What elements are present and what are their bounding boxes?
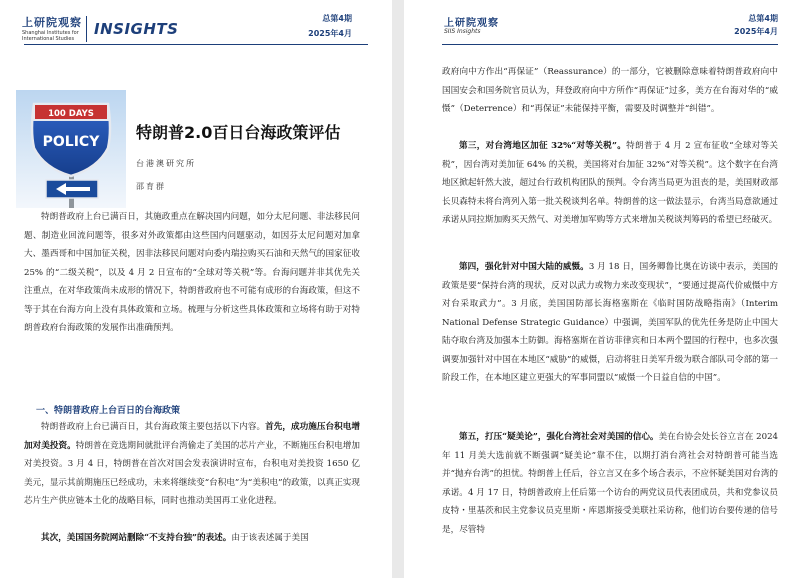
fourth-point-paragraph [442, 258, 778, 388]
p2-header-rule [442, 44, 778, 45]
header-separator [86, 16, 87, 42]
section1-p1-bold: 首先，成功施压台积电增加对美投资。 [24, 422, 360, 451]
third-point-bold: 第三，对台湾地区加征 32%“对等关税”。 [459, 141, 627, 151]
p2-header-issue: 总第4期 [748, 14, 778, 23]
p2-header-org-name: 上研院观察 [444, 18, 499, 29]
header-brand: INSIGHTS [94, 20, 179, 38]
author-name: 邵育群 [136, 182, 166, 191]
p2-continuation-paragraph: 政府向中方作出“再保证”（Reassurance）的一部分，它被删除意味着特朗普政府向中国国安会和国务院官员认为，拜登政府向中方所作“再保证”过多，美方在台海对华的“威慑”（Deterrence）和“再保证”未能保持平衡，需要及时调整并“纠错”。 [442, 67, 778, 114]
p2-header-brand: SIIS Insights [444, 28, 481, 35]
fourth-point-text: 3 月 18 日，国务卿鲁比奥在访谈中表示，美国的政策是要“保持台湾的现状，反对以武力或物力来改变现状”，“要通过提高代价威慑中方对台采取武力”。3 月底，美国国防部长海格塞斯在《临时国防战略指南》（Interim National Defense Strategic Guidance）中强调，美国军队的优先任务是防止中国大陆夺取台湾及加强本土防御。海格塞斯在首访菲律宾和日本两个盟国的行程中，也多次强调要加强针对中国在本地区“威胁”的威慑，启动将驻日美军升级为联合部队司令部的第一阶段工作，在本地区建立更强大的军事同盟以“威慑一个日益自信的中国”。 [442, 262, 778, 383]
third-point-paragraph [442, 137, 778, 230]
header-org-sub-1: Shanghai Institutes for [22, 30, 79, 36]
third-point-text: 特朗普于 4 月 2 宣布征收“全球对等关税”，因台湾对美加征 64% 的关税，美国将对台加征 32%“对等关税”。这个数字在台湾地区掀起轩然大波，超过台行政机构团队的预判。令台湾当局更为沮丧的是，美国财政部长贝森特未将台湾列入第一批关税谈判名单。特朗普的这一做法显示，台湾当局意欲通过承诺从同拉斯加购买天然气、对美增加军购等方式来增加关税谈判筹码的希望已经破灭。 [442, 141, 778, 225]
document-page-left [0, 0, 392, 578]
section1-p2-text: 由于该表述属于美国 [231, 533, 309, 543]
fourth-point-bold: 第四，强化针对中国大陆的威慑。 [459, 262, 589, 272]
sign-top-text: 100 DAYS [48, 109, 94, 119]
section1-p1-text-b: 特朗普在竞选期间就批评台湾偷走了美国的芯片产业，不断施压台积电增加对美投资。3 月 4 日，特朗普在首次对国会发表演讲时宣布，台积电对美投资 1650 亿美元，显示其前期施压已经成功，未来将继续变“台积电”为“美积电”的政策，以真正实现芯片生产供应链本土化的战略目标，同时也推动美国再工业化进程。 [24, 440, 360, 506]
p2-header-date: 2025年4月 [734, 27, 778, 36]
header-org-name: 上研院观察 [22, 16, 82, 29]
section1-paragraph1 [24, 418, 360, 511]
document-page-right [404, 0, 800, 578]
section1-p2-bold: 其次，美国国务院网站删除“不支持台独”的表述。 [41, 533, 232, 543]
header-org-sub-2: International Studies [22, 36, 75, 42]
author-org: 台港澳研究所 [136, 159, 196, 168]
header-issue: 总第4期 [322, 14, 352, 23]
article-title: 特朗普2.0百日台海政策评估 [136, 123, 341, 142]
fifth-point-bold: 第五，打压“疑美论”，强化台湾社会对美国的信心。 [459, 432, 659, 442]
section1-paragraph2 [24, 529, 360, 548]
header-rule [24, 44, 368, 45]
fifth-point-text: 美在台协会处长谷立言在 2024 年 11 月美大选前就不断强调“疑美论”靠不住，以期打消台湾社会对特朗普可能当选并“抛弃台湾”的担忧。特朗普上任后，谷立言又在多个场合表示，不应怀疑美国对台湾的承诺。4 月 17 日，特朗普政府上任后第一个访台的两党议员代表团成员，共和党参议员皮特・里基茨和民主党参议员克里斯・库恩斯接受美联社采访称，他们访台要传递的信号是，尽管特 [442, 432, 778, 535]
policy-sign-image [16, 90, 126, 208]
section1-heading: 一、特朗普政府上台百日的台海政策 [36, 406, 181, 416]
section1-p1-text-a: 特朗普政府上台已满百日，其台海政策主要包括以下内容。 [41, 422, 266, 432]
sign-main-text: POLICY [42, 134, 100, 150]
fifth-point-paragraph [442, 428, 778, 539]
header-date: 2025年4月 [308, 29, 352, 38]
intro-paragraph: 特朗普政府上台已满百日，其施政重点在解决国内问题，如分太尼问题、非法移民问题、制造业回流问题等，很多对外政策都由这些国内问题驱动，如因芬太尼问题对加拿大、墨西哥和中国加征关税，因非法移民问题对向委内瑞拉购买石油和天然气的国家征收 25% 的“二级关税”，以及 4 月 2 日宣布的“全球对等关税”等。台海问题并非其优先关注重点，在对华政策尚未成形的情况下，特朗普政府也不可能有成形的台海政策，但这不等于其在台海方向上没有具体政策和立场。梳理与分析这些具体政策和立场将有助于对特朗普政府台海政策的发展作出准确预判。 [24, 212, 360, 333]
